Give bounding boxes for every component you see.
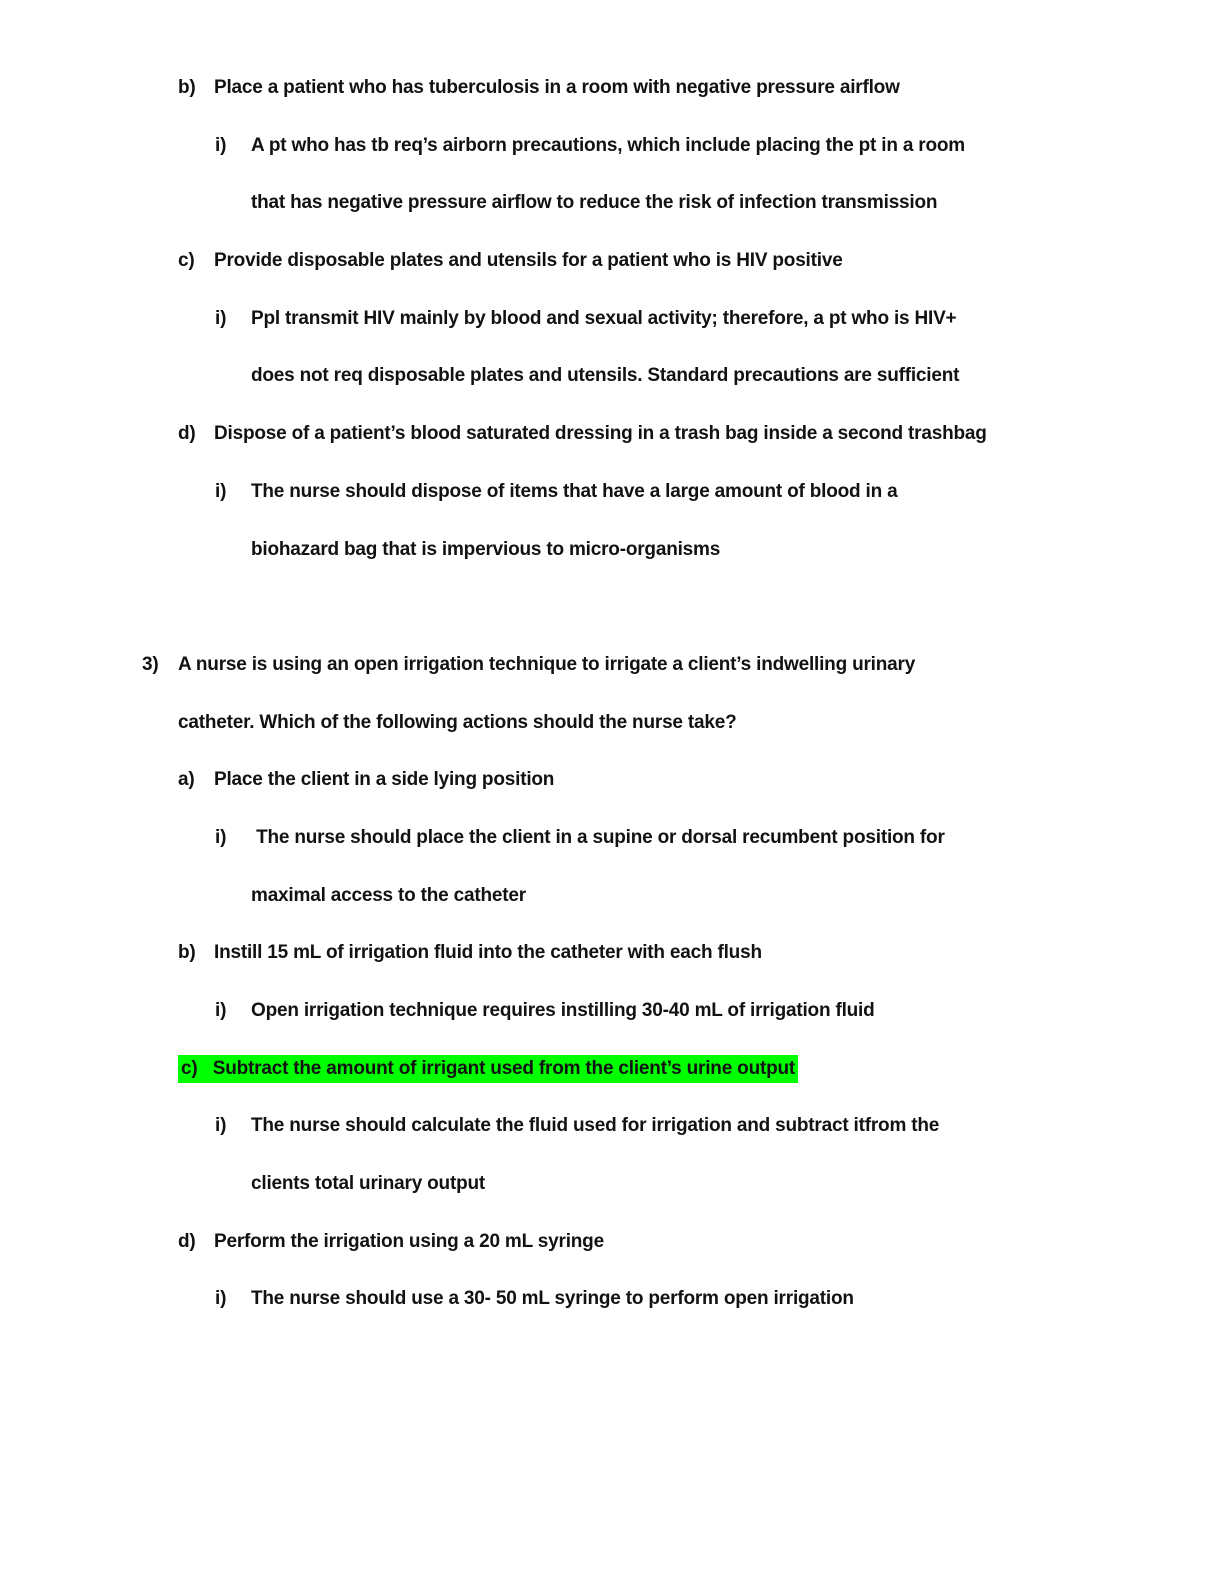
text-line: catheter. Which of the following actions should the nurse take?	[178, 711, 737, 733]
text-line: The nurse should place the client in a supine or dorsal recumbent position for	[251, 826, 945, 848]
highlighted-answer: c) Subtract the amount of irrigant used from the client’s urine output	[178, 1055, 798, 1083]
item-label: i)	[215, 1000, 227, 1021]
item-label: 3)	[142, 653, 159, 675]
text-line: Open irrigation technique requires instilling 30-40 mL of irrigation fluid	[251, 1000, 875, 1021]
document-block	[215, 809, 1224, 924]
text-line: Dispose of a patient’s blood saturated dressing in a trash bag inside a second trashbag	[214, 423, 987, 445]
document-block	[178, 405, 1224, 463]
item-lines	[178, 636, 1224, 751]
item-lines	[214, 405, 1224, 463]
item-lines	[251, 1270, 1224, 1328]
item-label: d)	[178, 423, 196, 445]
item-lines	[178, 1040, 1224, 1098]
item-lines	[214, 59, 1224, 117]
item-label: i)	[215, 134, 227, 156]
item-label: i)	[215, 1115, 227, 1137]
text-line: The nurse should use a 30- 50 mL syringe to perform open irrigation	[251, 1288, 854, 1310]
item-label: c)	[178, 250, 195, 272]
document-block	[215, 463, 1224, 578]
text-line: that has negative pressure airflow to reduce the risk of infection transmission	[251, 192, 938, 214]
item-label: i)	[215, 1288, 227, 1310]
document-block	[178, 751, 1224, 809]
document-block	[215, 117, 1224, 232]
document-block	[178, 924, 1224, 982]
text-line: Place the client in a side lying position	[214, 769, 555, 791]
text-line: biohazard bag that is impervious to micro-organisms	[251, 538, 721, 560]
document-block	[142, 636, 1224, 751]
text-line: maximal access to the catheter	[251, 884, 526, 906]
item-lines	[251, 290, 1224, 405]
text-line	[178, 1040, 1224, 1098]
text-line: The nurse should calculate the fluid used for irrigation and subtract itfrom the	[251, 1115, 940, 1137]
document-block	[178, 1040, 1224, 1098]
item-lines	[251, 463, 1224, 578]
document-block	[215, 982, 1224, 1040]
text-line: A pt who has tb req’s airborn precautions, which include placing the pt in a room	[251, 134, 965, 156]
item-lines	[251, 809, 1224, 924]
text-line: Instill 15 mL of irrigation fluid into the catheter with each flush	[214, 942, 762, 964]
item-lines	[251, 117, 1224, 232]
document-block	[215, 290, 1224, 405]
text-line: The nurse should dispose of items that have a large amount of blood in a	[251, 480, 898, 502]
document-block	[178, 232, 1224, 290]
document-block	[178, 59, 1224, 117]
item-label: i)	[215, 826, 227, 848]
document-block	[215, 1270, 1224, 1328]
text-line: Perform the irrigation using a 20 mL syringe	[214, 1230, 604, 1252]
item-label: b)	[178, 77, 196, 98]
item-label: i)	[215, 307, 227, 329]
document-block	[178, 1213, 1224, 1271]
item-lines	[214, 1213, 1224, 1271]
item-lines	[251, 1097, 1224, 1212]
item-label: d)	[178, 1230, 196, 1252]
text-line: does not req disposable plates and utensils. Standard precautions are sufficient	[251, 365, 960, 387]
text-line: Provide disposable plates and utensils for a patient who is HIV positive	[214, 250, 843, 272]
item-lines	[251, 982, 1224, 1040]
text-line: Ppl transmit HIV mainly by blood and sexual activity; therefore, a pt who is HIV+	[251, 307, 957, 329]
text-line: Place a patient who has tuberculosis in a room with negative pressure airflow	[214, 77, 900, 98]
item-label: b)	[178, 942, 196, 964]
item-label: a)	[178, 769, 195, 791]
item-lines	[214, 751, 1224, 809]
document-block	[215, 1097, 1224, 1212]
text-line: A nurse is using an open irrigation technique to irrigate a client’s indwelling urinary	[178, 653, 916, 675]
text-line: clients total urinary output	[251, 1173, 486, 1195]
item-label: i)	[215, 480, 227, 502]
item-lines	[214, 232, 1224, 290]
item-lines	[214, 924, 1224, 982]
